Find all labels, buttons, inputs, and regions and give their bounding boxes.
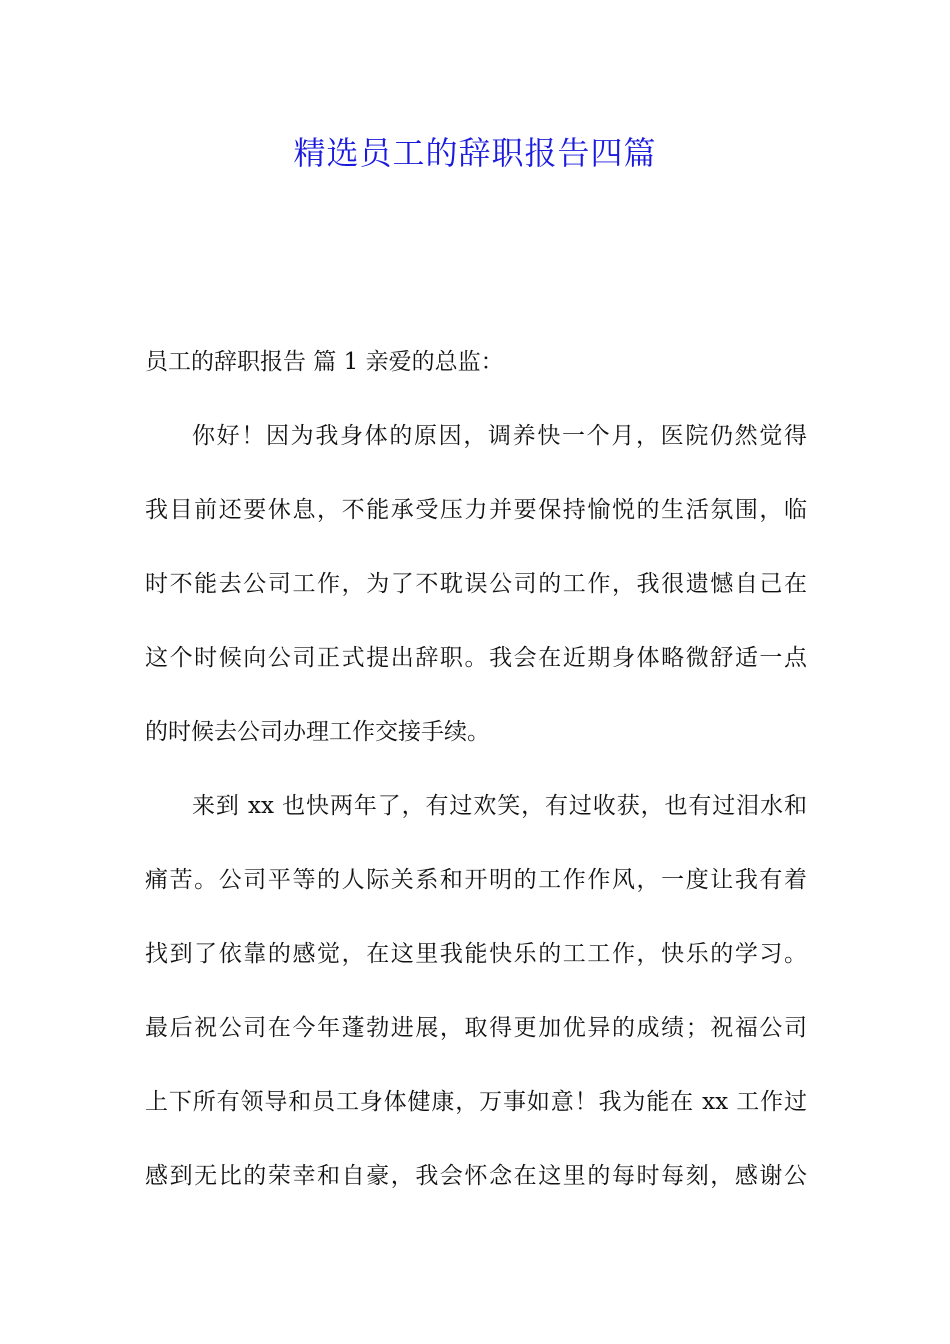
text-line-2: 你好！因为我身体的原因，调养快一个月，医院仍然觉得: [192, 423, 807, 449]
text-line-10: 最后祝公司在今年蓬勃进展，取得更加优异的成绩；祝福公司: [145, 1015, 807, 1041]
document-title: 精选员工的辞职报告四篇: [293, 134, 657, 172]
text-line-8: 痛苦。公司平等的人际关系和开明的工作作风，一度让我有着: [145, 867, 807, 893]
text-line-7: 来到 xx 也快两年了，有过欢笑，有过收获，也有过泪水和: [192, 793, 807, 819]
text-line-5: 这个时候向公司正式提出辞职。我会在近期身体略微舒适一点: [145, 645, 807, 671]
text-line-11: 上下所有领导和员工身体健康，万事如意！我为能在 xx 工作过: [145, 1089, 807, 1115]
text-line-1: 员工的辞职报告 篇 1 亲爱的总监：: [145, 349, 504, 375]
text-line-3: 我目前还要休息，不能承受压力并要保持愉悦的生活氛围，临: [145, 497, 807, 523]
text-line-9: 找到了依靠的感觉，在这里我能快乐的工工作，快乐的学习。: [145, 941, 807, 967]
text-line-12: 感到无比的荣幸和自豪，我会怀念在这里的每时每刻，感谢公: [145, 1163, 807, 1189]
text-line-4: 时不能去公司工作，为了不耽误公司的工作，我很遗憾自己在: [145, 571, 807, 597]
text-line-6: 的时候去公司办理工作交接手续。: [145, 719, 490, 745]
